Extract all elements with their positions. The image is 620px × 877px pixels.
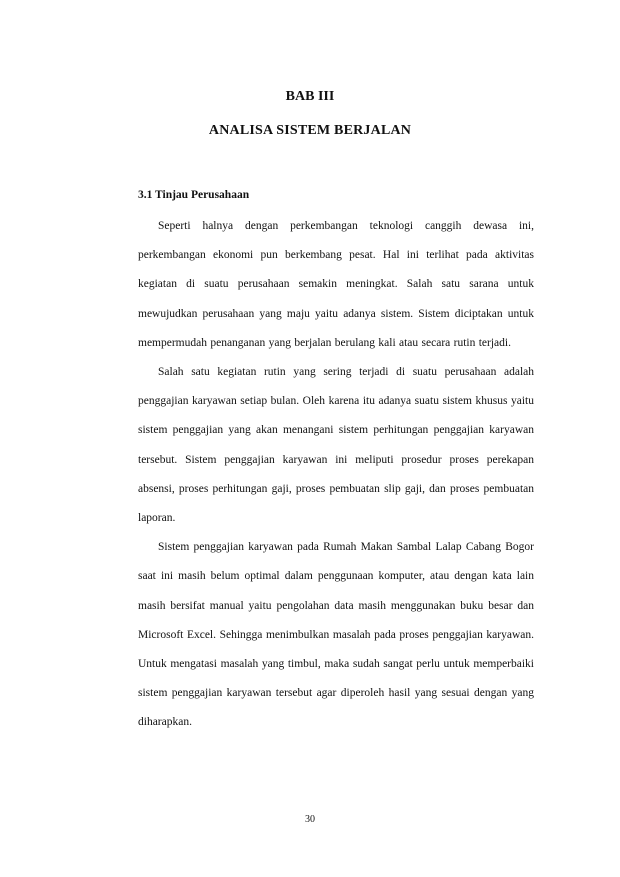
page-number: 30 <box>305 814 315 825</box>
chapter-title: ANALISA SISTEM BERJALAN <box>208 123 412 138</box>
paragraph-3: Sistem penggajian karyawan pada Rumah Makan Sambal Lalap Cabang Bogor saat ini masih belum optimal dalam penggunaan komputer, atau dengan kata lain masih bersifat manual yaitu pengolahan data masih menggunakan buku besar dan Microsoft Excel. Sehingga menimbulkan masalah pada proses penggajian karyawan. Untuk mengatasi masalah yang timbul, maka sudah sangat perlu untuk memperbaiki sistem penggajian karyawan tersebut agar diperoleh hasil yang sesuai dengan yang diharapkan. <box>138 541 534 729</box>
paragraph-1: Seperti halnya dengan perkembangan teknologi canggih dewasa ini, perkembangan ekonomi pun berkembang pesat. Hal ini terlihat pada aktivitas kegiatan di suatu perusahaan semakin meningkat. Salah satu sarana untuk mewujudkan perusahaan yang maju yaitu adanya sistem. Sistem diciptakan untuk mempermudah penanganan yang berjalan berulang kali atau secara rutin terjadi. <box>138 220 534 349</box>
paragraph-2: Salah satu kegiatan rutin yang sering terjadi di suatu perusahaan adalah penggajian karyawan setiap bulan. Oleh karena itu adanya suatu sistem khusus yaitu sistem penggajian yang akan menangani sistem perhitungan penggajian karyawan tersebut. Sistem penggajian karyawan ini meliputi prosedur proses perekapan absensi, proses perhitungan gaji, proses pembuatan slip gaji, dan proses pembuatan laporan. <box>138 366 534 525</box>
chapter-number: BAB III <box>285 89 335 104</box>
section-body <box>138 212 534 738</box>
section-heading: 3.1 Tinjau Perusahaan <box>138 189 250 201</box>
